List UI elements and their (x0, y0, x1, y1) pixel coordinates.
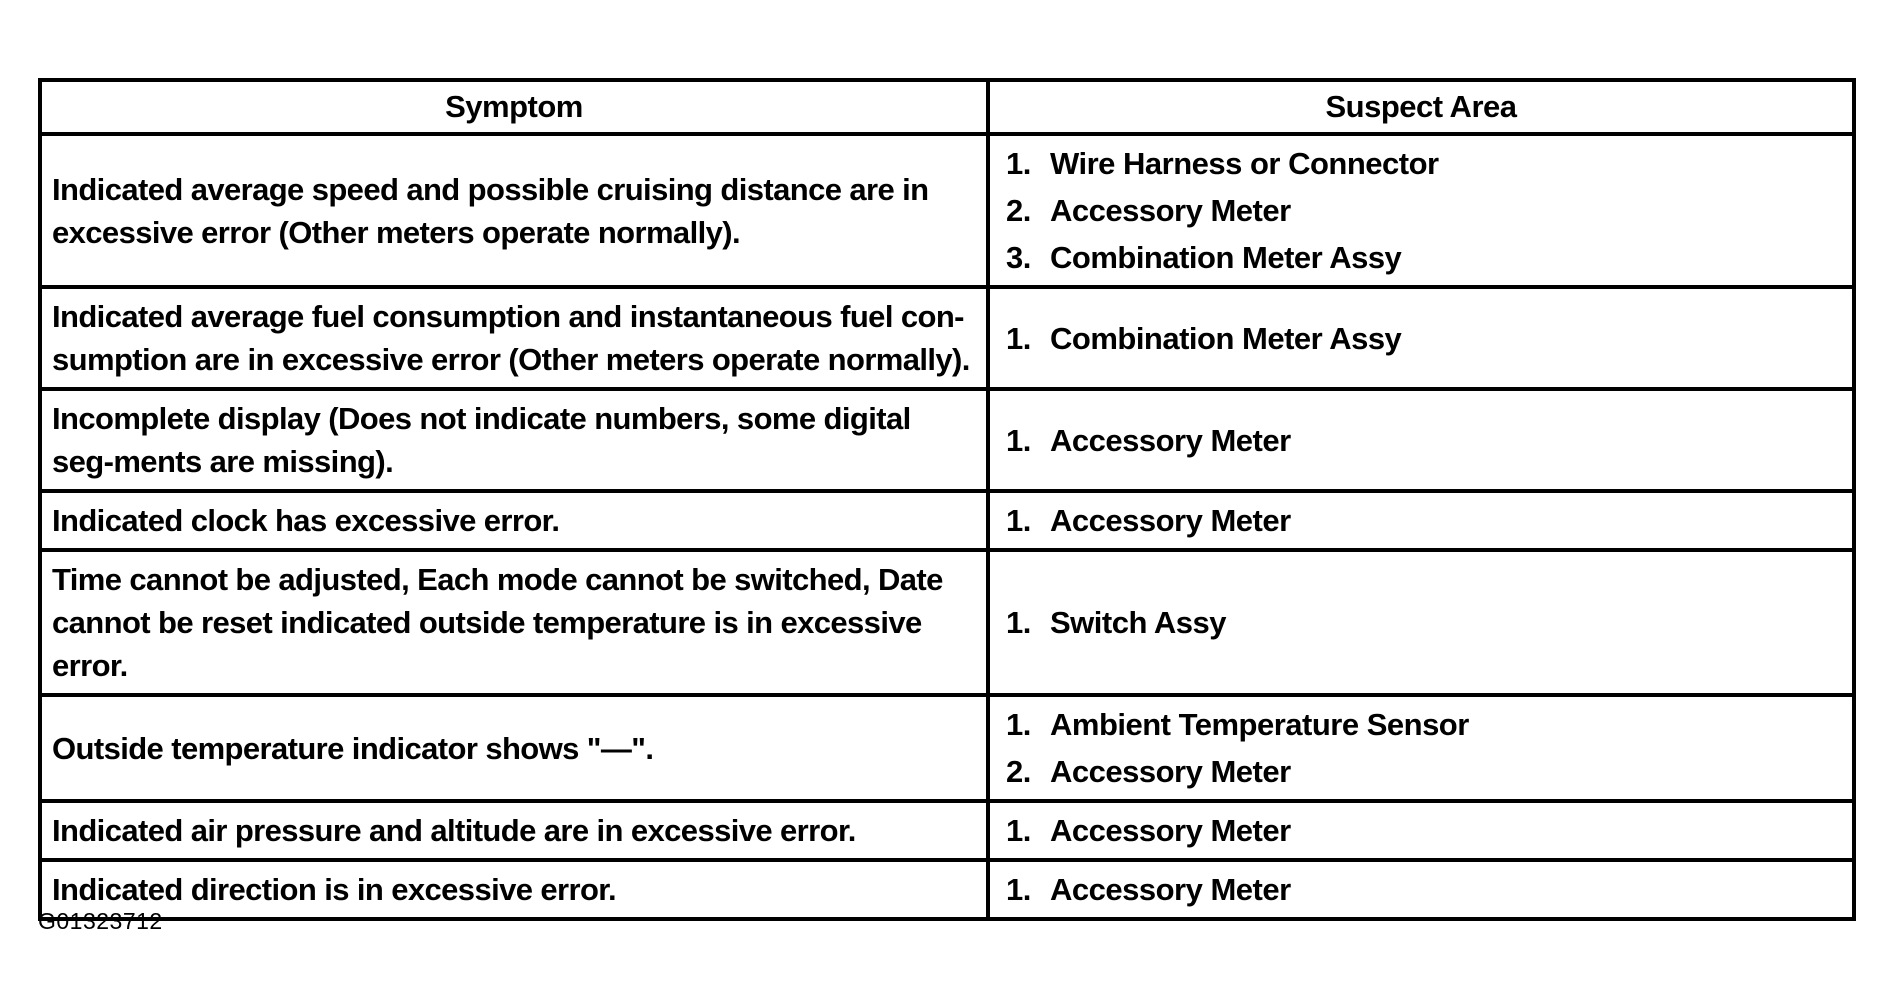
suspect-list (990, 311, 1852, 366)
suspect-list (990, 697, 1852, 799)
suspect-list (990, 862, 1852, 917)
table-body (40, 134, 1854, 919)
suspect-item (1006, 497, 1842, 544)
symptom-text: Time cannot be adjusted, Each mode cannot be switched, Date cannot be reset indicated outside temperature is in excessive error. (52, 562, 943, 683)
symptom-table (38, 78, 1856, 921)
symptom-text: Indicated air pressure and altitude are in excessive error. (52, 813, 856, 848)
suspect-label: Wire Harness or Connector (1050, 146, 1439, 181)
symptom-cell (40, 491, 988, 550)
suspect-list (990, 803, 1852, 858)
suspect-number: 1. (1006, 707, 1031, 742)
suspect-area-cell (988, 287, 1854, 389)
suspect-number: 2. (1006, 754, 1031, 789)
suspect-list (990, 136, 1852, 285)
table-row (40, 801, 1854, 860)
symptom-text: Indicated direction is in excessive error. (52, 872, 617, 907)
suspect-number: 3. (1006, 240, 1031, 275)
suspect-label: Accessory Meter (1050, 872, 1291, 907)
symptom-table-container (38, 78, 1852, 921)
symptom-text: Indicated clock has excessive error. (52, 503, 560, 538)
table-row (40, 860, 1854, 919)
symptom-cell (40, 695, 988, 801)
suspect-area-cell (988, 134, 1854, 287)
suspect-area-cell (988, 695, 1854, 801)
suspect-item (1006, 866, 1842, 913)
symptom-cell (40, 389, 988, 491)
suspect-label: Accessory Meter (1050, 503, 1291, 538)
symptom-cell (40, 801, 988, 860)
suspect-number: 1. (1006, 320, 1031, 356)
table-row (40, 695, 1854, 801)
suspect-item (1006, 599, 1842, 646)
symptom-cell (40, 550, 988, 695)
suspect-number: 1. (1006, 605, 1031, 640)
suspect-label: Combination Meter Assy (1050, 240, 1402, 275)
suspect-item (1006, 140, 1842, 187)
suspect-area-cell (988, 491, 1854, 550)
symptom-cell (40, 287, 988, 389)
table-row (40, 389, 1854, 491)
suspect-item (1006, 701, 1842, 748)
symptom-text: Outside temperature indicator shows "—". (52, 730, 654, 766)
figure-id: G01323712 (38, 908, 163, 934)
suspect-label: Combination Meter Assy (1050, 320, 1402, 356)
suspect-number: 1. (1006, 422, 1031, 458)
suspect-area-cell (988, 801, 1854, 860)
suspect-area-header: Suspect Area (988, 80, 1854, 134)
suspect-label: Accessory Meter (1050, 754, 1291, 789)
table-row (40, 287, 1854, 389)
suspect-item (1006, 748, 1842, 795)
suspect-item (1006, 234, 1842, 281)
table-row (40, 491, 1854, 550)
suspect-list (990, 493, 1852, 548)
suspect-list (990, 595, 1852, 650)
suspect-item (1006, 315, 1842, 362)
suspect-area-cell (988, 389, 1854, 491)
suspect-number: 2. (1006, 193, 1031, 228)
symptom-text: Indicated average speed and possible cruising distance are in excessive error (Other meters operate normally). (52, 171, 929, 250)
suspect-label: Switch Assy (1050, 605, 1226, 640)
symptom-cell (40, 134, 988, 287)
suspect-number: 1. (1006, 813, 1031, 848)
suspect-area-cell (988, 550, 1854, 695)
suspect-area-cell (988, 860, 1854, 919)
suspect-label: Accessory Meter (1050, 422, 1291, 458)
table-row (40, 550, 1854, 695)
suspect-number: 1. (1006, 872, 1031, 907)
suspect-number: 1. (1006, 146, 1031, 181)
suspect-label: Accessory Meter (1050, 193, 1291, 228)
suspect-number: 1. (1006, 503, 1031, 538)
suspect-list (990, 413, 1852, 468)
suspect-item (1006, 187, 1842, 234)
suspect-label: Ambient Temperature Sensor (1050, 707, 1469, 742)
symptom-text: Incomplete display (Does not indicate numbers, some digital seg-ments are missing). (52, 401, 911, 479)
table-header-row (40, 80, 1854, 134)
suspect-label: Accessory Meter (1050, 813, 1291, 848)
suspect-item (1006, 807, 1842, 854)
symptom-cell (40, 860, 988, 919)
table-row (40, 134, 1854, 287)
symptom-header: Symptom (40, 80, 988, 134)
symptom-text: Indicated average fuel consumption and instantaneous fuel con-sumption are in excessive error (Other meters operate normally). (52, 299, 970, 377)
suspect-item (1006, 417, 1842, 464)
